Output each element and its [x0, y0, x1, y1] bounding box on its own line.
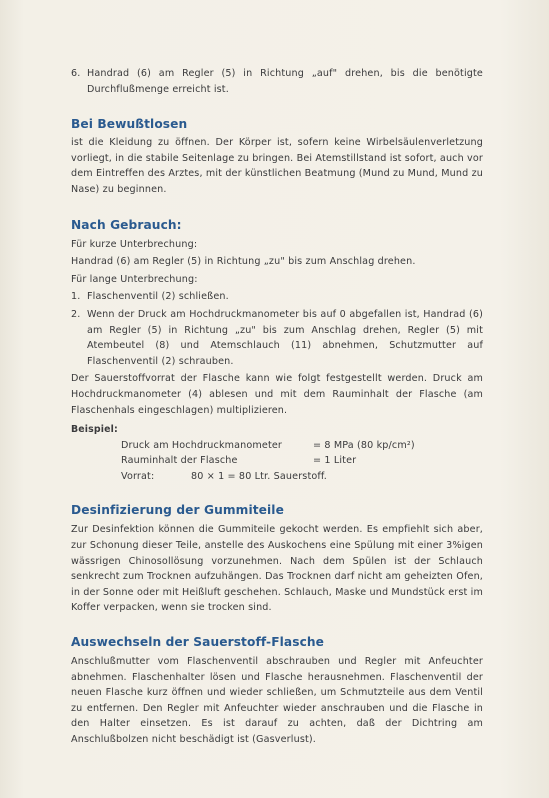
- supply-text: Der Sauerstoffvorrat der Flasche kann wie folgt festgestellt werden. Druck am Hochdruckmanometer (4) ablesen und mit dem Rauminhalt der Flasche (am Flaschenhals eingeschlagen) multiplizieren.: [71, 373, 483, 416]
- list-item-text: Wenn der Druck am Hochdruckmanometer bis auf 0 abgefallen ist, Handrad (6) am Regler (5) in Richtung „zu" bis zum Anschlag drehen, Regler (5) mit Atembeutel (8) und Atemschlauch (11) abnehmen, Schutzmutter auf Flaschenventil (2) schrauben.: [87, 308, 483, 367]
- example-supply-label: Vorrat:: [121, 470, 155, 482]
- example-row-label: Druck am Hochdruckmanometer: [121, 439, 283, 451]
- heading-disinfection: Desinfizierung der Gummiteile: [71, 503, 284, 518]
- example-row-label: Rauminhalt der Flasche: [121, 455, 238, 467]
- step-number: 6.: [71, 68, 81, 79]
- example-label: Beispiel:: [71, 424, 118, 436]
- short-break-label: Für kurze Unterbrechung:: [71, 238, 198, 250]
- example-row: [121, 438, 483, 454]
- step-text: Handrad (6) am Regler (5) in Richtung „auf" drehen, bis die benötigte Durchflußmenge erreicht ist.: [87, 68, 483, 95]
- list-item-number: 2.: [71, 308, 81, 320]
- heading-unconscious: Bei Bewußtlosen: [71, 117, 188, 132]
- example-row: [121, 453, 483, 469]
- long-break-label: Für lange Unterbrechung:: [71, 273, 198, 285]
- unconscious-text: ist die Kleidung zu öffnen. Der Körper ist, sofern keine Wirbelsäulenverletzung vorliegt, in die stabile Seitenlage zu bringen. Bei Atemstillstand ist sofort, auch vor dem Eintreffen des Arztes, mit der künstlichen Beatmung (Mund zu Mund, Mund zu Nase) zu beginnen.: [71, 137, 483, 195]
- list-item: [71, 307, 483, 369]
- list-item-text: Flaschenventil (2) schließen.: [87, 291, 229, 303]
- step-6: [71, 66, 483, 97]
- replacement-text: Anschlußmutter vom Flaschenventil abschrauben und Regler mit Anfeuchter abnehmen. Flaschenhalter lösen und Flasche herausnehmen. Flaschenventil der neuen Flasche kurz öffnen und wieder schließen, um Schmutzteile aus dem Ventil zu entfernen. Den Regler mit Anfeuchter wieder anschrauben und die Flasche in den Halter einsetzen. Es ist darauf zu achten, daß der Dichtring am Anschlußbolzen nicht beschädigt ist (Gasverlust).: [71, 656, 483, 745]
- disinfection-text: Zur Desinfektion können die Gummiteile gekocht werden. Es empfiehlt sich aber, zur Schonung dieser Teile, anstelle des Auskochens eine Spülung mit einer 3%igen wässrigen Chinosollösung vorzunehmen. Nach dem Spülen ist der Schlauch senkrecht zum Trocknen aufzuhängen. Das Trocknen darf nicht am geheizten Ofen, in der Sonne oder mit Heißluft geschehen. Schlauch, Maske und Mundstück erst im Koffer verpacken, wenn sie trocken sind.: [71, 524, 483, 614]
- short-break-text: Handrad (6) am Regler (5) in Richtung „zu" bis zum Anschlag drehen.: [71, 256, 416, 268]
- example-row-value: = 1 Liter: [313, 455, 357, 467]
- list-item: [71, 289, 483, 305]
- page-content: [71, 66, 483, 748]
- heading-replacement: Auswechseln der Sauerstoff-Flasche: [71, 635, 325, 650]
- example-row-value: = 8 MPa (80 kp/cm²): [313, 439, 415, 451]
- list-item-number: 1.: [71, 291, 81, 303]
- example-supply: [121, 469, 483, 485]
- example-supply-calc: 80 × 1 = 80 Ltr. Sauerstoff.: [191, 470, 327, 482]
- heading-after-use: Nach Gebrauch:: [71, 217, 182, 232]
